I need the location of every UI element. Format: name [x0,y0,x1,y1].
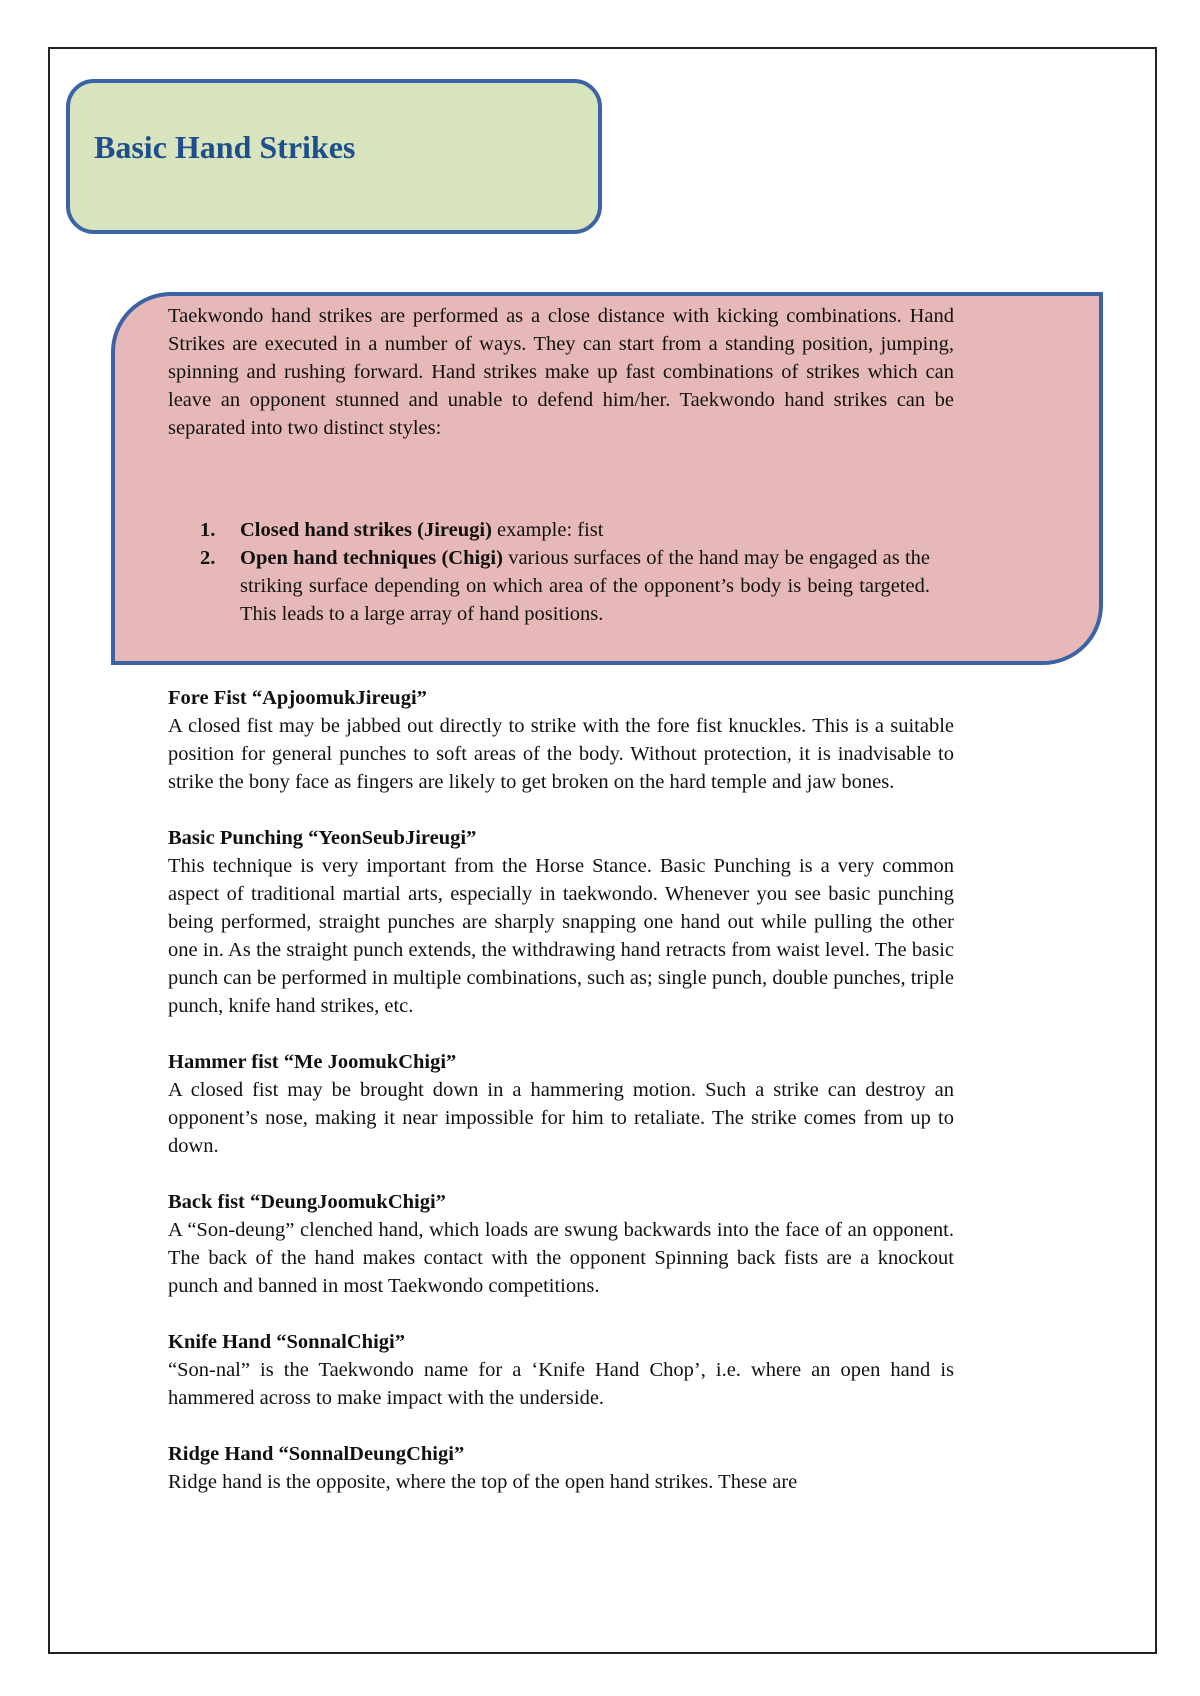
title-box [66,79,602,234]
list-item [200,544,930,628]
content [168,684,954,1524]
list-number: 2. [200,547,216,569]
section-hammer-fist [168,1048,954,1160]
list-number: 1. [200,519,216,541]
intro-text [168,302,954,442]
section-heading: Hammer fist “Me JoomukChigi” [168,1051,457,1073]
section-back-fist [168,1188,954,1300]
page-title: Basic Hand Strikes [94,129,356,165]
section-fore-fist [168,684,954,796]
section-basic-punching [168,824,954,1020]
section-heading: Back fist “DeungJoomukChigi” [168,1191,446,1213]
section-heading: Fore Fist “ApjoomukJireugi” [168,687,427,709]
intro-paragraph: Taekwondo hand strikes are performed as a close distance with kicking combinations. Hand Strikes are executed in a number of ways. They can start from a standing position, jumping, spinning and rushing forward. Hand strikes make up fast combinations of strikes which can leave an opponent stunned and unable to defend him/her. Taekwondo hand strikes can be separated into two distinct styles: [168,305,954,439]
section-text: A closed fist may be jabbed out directly to strike with the fore fist knuckles. This is a suitable position for general punches to soft areas of the body. Without protection, it is inadvisable to strike the bony face as fingers are likely to get broken on the hard temple and jaw bones. [168,715,954,793]
section-heading: Ridge Hand “SonnalDeungChigi” [168,1443,465,1465]
section-text: A “Son-deung” clenched hand, which loads are swung backwards into the face of an opponent. The back of the hand makes contact with the opponent Spinning back fists are a knockout punch and banned in most Taekwondo competitions. [168,1219,954,1297]
section-text: A closed fist may be brought down in a hammering motion. Such a strike can destroy an opponent’s nose, making it near impossible for him to retaliate. The strike comes from up to down. [168,1079,954,1157]
section-heading: Basic Punching “YeonSeubJireugi” [168,827,477,849]
intro-list [200,516,930,628]
list-item-text: example: fist [491,519,604,541]
section-ridge-hand [168,1440,954,1496]
list-item-text: various surfaces of the hand may be engaged as the striking surface depending on which area of the opponent’s body is being targeted. This leads to a large array of hand positions. [240,547,930,625]
list-item-bold: Open hand techniques (Chigi) [240,547,503,569]
section-text: This technique is very important from the Horse Stance. Basic Punching is a very common aspect of traditional martial arts, especially in taekwondo. Whenever you see basic punching being performed, straight punches are sharply snapping one hand out while pulling the other one in. As the straight punch extends, the withdrawing hand retracts from waist level. The basic punch can be performed in multiple combinations, such as; single punch, double punches, triple punch, knife hand strikes, etc. [168,855,954,1017]
list-item [200,516,930,544]
section-heading: Knife Hand “SonnalChigi” [168,1331,405,1353]
section-text: Ridge hand is the opposite, where the top of the open hand strikes. These are [168,1471,798,1493]
section-text: “Son-nal” is the Taekwondo name for a ‘Knife Hand Chop’, i.e. where an open hand is hammered across to make impact with the underside. [168,1359,954,1409]
list-item-bold: Closed hand strikes (Jireugi) [240,519,492,541]
section-knife-hand [168,1328,954,1412]
